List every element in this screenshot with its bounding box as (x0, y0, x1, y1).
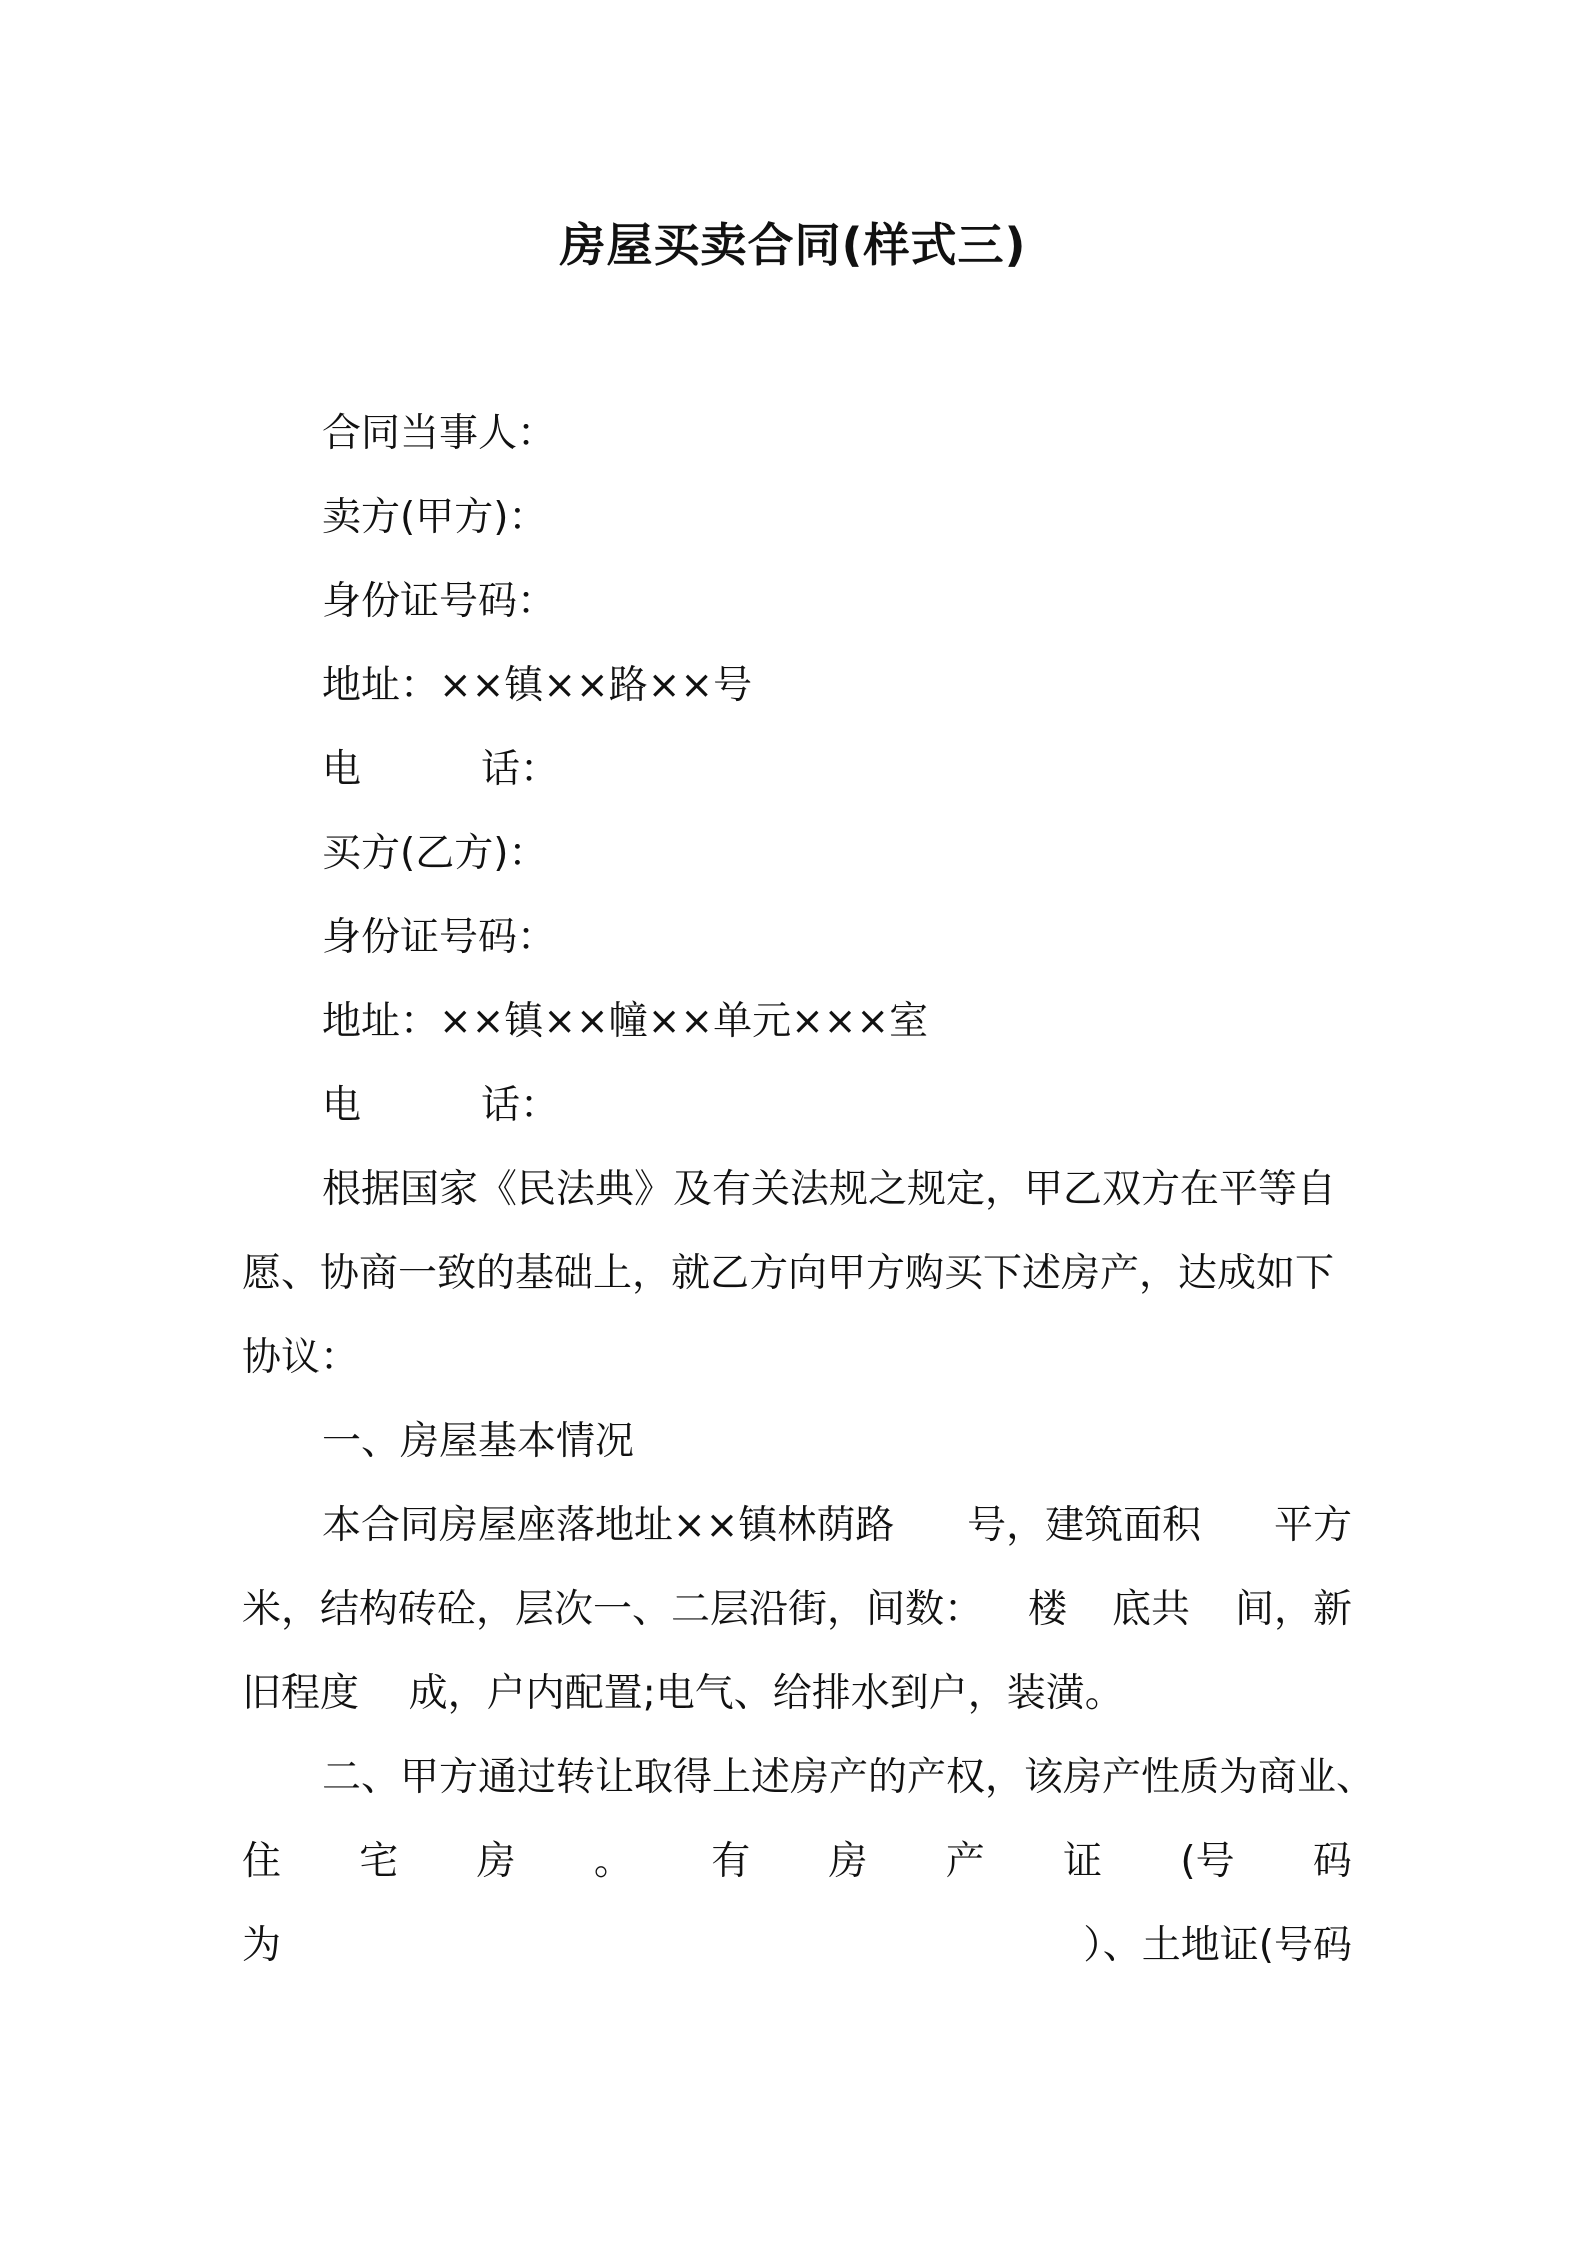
section2-line-2 (242, 1836, 1352, 1888)
seller-phone-label (322, 744, 559, 796)
preamble-line-1: 根据国家《民法典》及有关法规之规定，甲乙双方在平等自 (322, 1167, 1337, 1212)
section1-line-2-part: 米，结构砖砼，层次一、二层沿街，间数： (242, 1587, 984, 1632)
buyer-address: 地址：××镇××幢××单元×××室 (322, 999, 929, 1044)
buyer-phone-label-a: 电 (322, 1083, 362, 1128)
document-title: 房屋买卖合同(样式三) (559, 218, 1027, 272)
section2-line-2-part: 宅 (359, 1839, 399, 1884)
parties-heading: 合同当事人： (322, 411, 557, 456)
section2-line-1: 二、甲方通过转让取得上述房产的产权，该房产性质为商业、 (322, 1755, 1376, 1800)
seller-id-label: 身份证号码： (322, 579, 557, 624)
seller-phone-label-a: 电 (322, 747, 362, 792)
section1-line-2-part: 楼 (1027, 1587, 1067, 1632)
section1-line-1 (322, 1500, 1352, 1552)
section2-line-2-part: 产 (945, 1839, 985, 1884)
section2-line-3 (242, 1920, 1352, 1972)
section2-line-3-part: 为 (242, 1923, 282, 1968)
section2-line-3-part: ）、土地证(号码 (1083, 1923, 1352, 1968)
section1-line-3: 旧程度 成，户内配置;电气、给排水到户，装潢。 (242, 1671, 1124, 1716)
section2-line-2-part: 有 (711, 1839, 751, 1884)
section1-line-1-part: 平方 (1273, 1503, 1352, 1548)
buyer-label: 买方(乙方)： (322, 831, 548, 876)
section2-line-2-part: 房 (828, 1839, 868, 1884)
section2-line-2-part: (号 (1180, 1839, 1235, 1884)
section2-line-2-part: 。 (593, 1839, 633, 1884)
section1-line-1-part: 号，建筑面积 (967, 1503, 1202, 1548)
section1-line-2-part: 间，新 (1234, 1587, 1352, 1632)
section2-line-2-part: 住 (242, 1839, 282, 1884)
preamble-line-3: 协议： (242, 1335, 360, 1380)
section2-line-2-part: 证 (1063, 1839, 1103, 1884)
section1-line-2-part: 底共 (1111, 1587, 1190, 1632)
section2-line-2-part: 房 (476, 1839, 516, 1884)
seller-phone-label-b: 话： (481, 747, 560, 792)
section1-heading: 一、房屋基本情况 (322, 1419, 635, 1464)
buyer-phone-label (322, 1080, 559, 1132)
preamble-line-2: 愿、协商一致的基础上，就乙方向甲方购买下述房产，达成如下 (242, 1251, 1335, 1296)
seller-address: 地址：××镇××路××号 (322, 663, 753, 708)
seller-label: 卖方(甲方)： (322, 495, 548, 540)
section1-line-1-part: 本合同房屋座落地址××镇林荫路 (322, 1503, 895, 1548)
section1-line-2 (242, 1584, 1352, 1636)
buyer-phone-label-b: 话： (481, 1083, 560, 1128)
section2-line-2-part: 码 (1312, 1839, 1352, 1884)
buyer-id-label: 身份证号码： (322, 915, 557, 960)
